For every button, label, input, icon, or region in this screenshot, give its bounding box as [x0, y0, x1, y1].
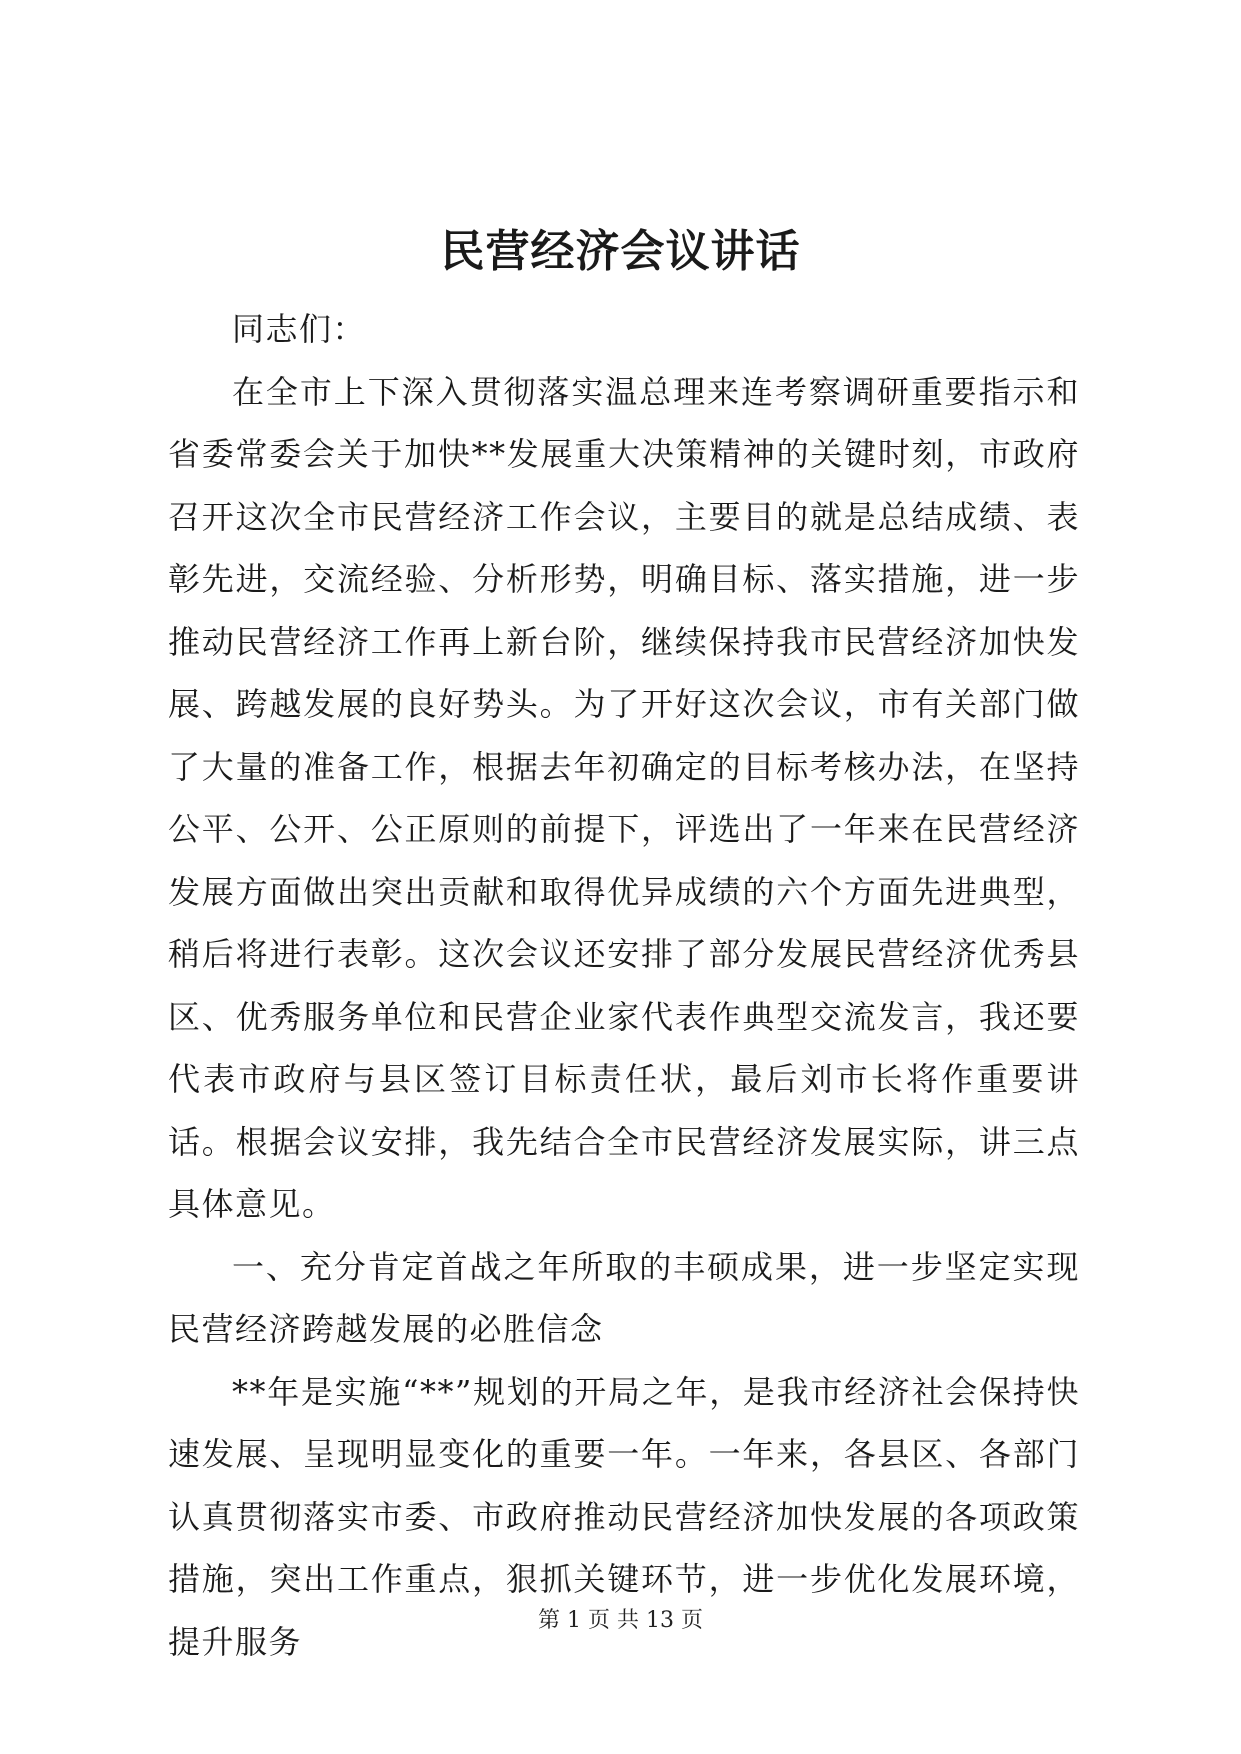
page-footer: 第 1 页 共 13 页 — [538, 1608, 703, 1633]
paragraph-section-1: **年是实施“**”规划的开局之年，是我市经济社会保持快速发展、呈现明显变化的重要一年。一年来，各县区、各部门认真贯彻落实市委、市政府推动民营经济加快发展的各项政策措施，突出工作重点，狠抓关键环节，进一步优化发展环境，提升服务 — [168, 1372, 1080, 1661]
document-body — [168, 298, 1080, 1673]
salutation: 同志们： — [232, 310, 367, 348]
paragraph-intro: 在全市上下深入贯彻落实温总理来连考察调研重要指示和省委常委会关于加快**发展重大决策精神的关键时刻，市政府召开这次全市民营经济工作会议，主要目的就是总结成绩、表彰先进，交流经验、分析形势，明确目标、落实措施，进一步推动民营经济工作再上新台阶，继续保持我市民营经济加快发展、跨越发展的良好势头。为了开好这次会议，市有关部门做了大量的准备工作，根据去年初确定的目标考核办法，在坚持公平、公开、公正原则的前提下，评选出了一年来在民营经济发展方面做出突出贡献和取得优异成绩的六个方面先进典型，稍后将进行表彰。这次会议还安排了部分发展民营经济优秀县区、优秀服务单位和民营企业家代表作典型交流发言，我还要代表市政府与县区签订目标责任状，最后刘市长将作重要讲话。根据会议安排，我先结合全市民营经济发展实际，讲三点具体意见。 — [168, 372, 1080, 1223]
document-title: 民营经济会议讲话 — [440, 226, 801, 277]
section-heading: 一、充分肯定首战之年所取的丰硕成果，进一步坚定实现民营经济跨越发展的必胜信念 — [168, 1247, 1080, 1348]
